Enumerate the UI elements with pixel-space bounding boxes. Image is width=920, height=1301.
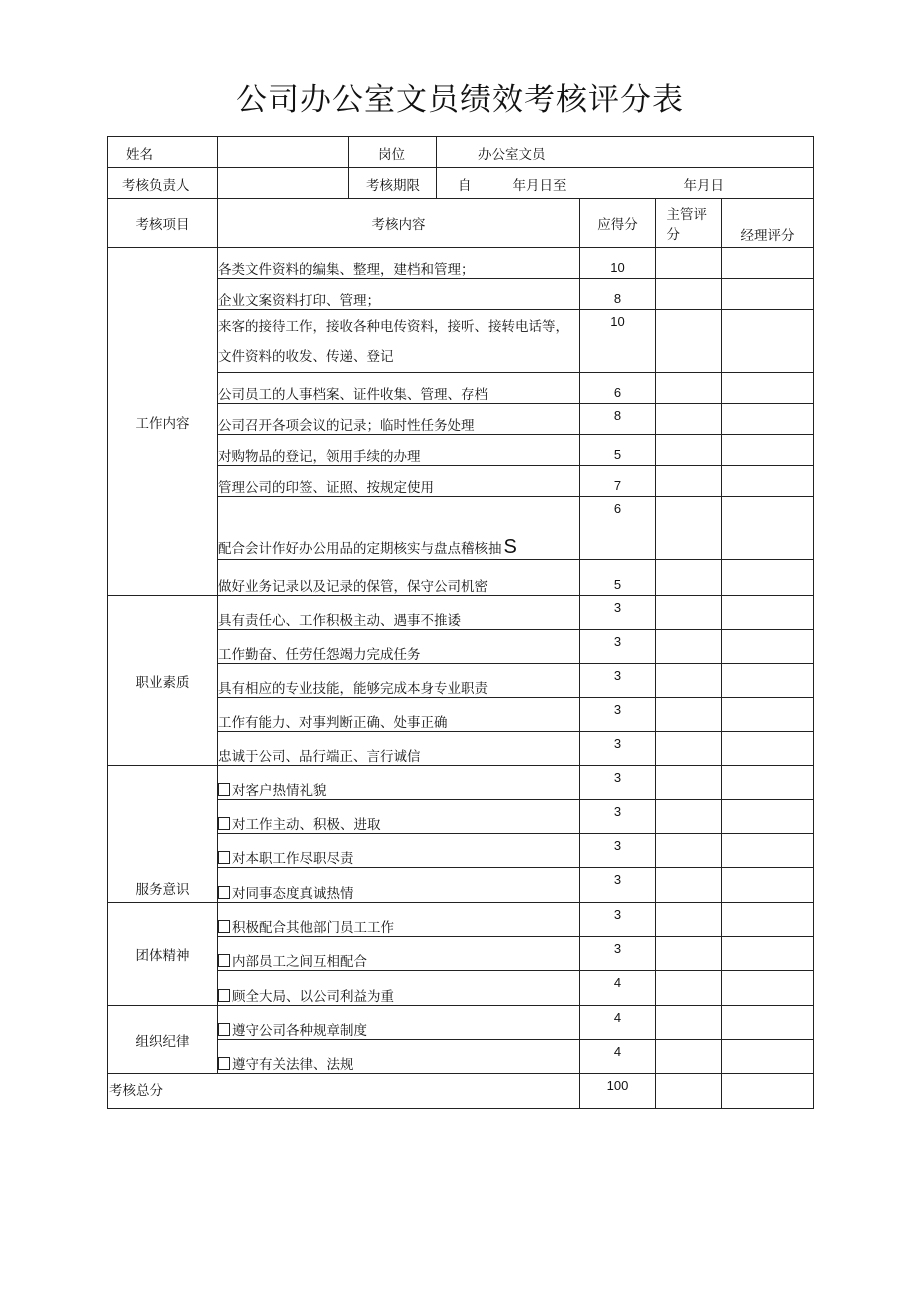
section-name: 职业素质	[108, 596, 218, 766]
manager-score-cell[interactable]	[722, 466, 814, 497]
section-name: 组织纪律	[108, 1006, 218, 1074]
manager-score-cell[interactable]	[722, 834, 814, 868]
table-row	[108, 766, 814, 800]
row-content	[218, 435, 580, 466]
manager-score-cell[interactable]	[722, 435, 814, 466]
supervisor-score-cell[interactable]	[656, 937, 722, 971]
row-content-text: 积极配合其他部门员工工作	[232, 920, 394, 936]
reviewer-field[interactable]	[218, 168, 349, 199]
checkbox-icon	[218, 817, 230, 830]
row-score: 3	[580, 903, 656, 937]
col-header-supervisor-text: 主管评分	[666, 207, 707, 243]
section-name: 服务意识	[108, 766, 218, 903]
row-content-suffix: S	[503, 536, 517, 558]
row-content	[218, 698, 580, 732]
row-content	[218, 466, 580, 497]
row-score: 4	[580, 1006, 656, 1040]
supervisor-score-cell[interactable]	[656, 279, 722, 310]
col-header-content: 考核内容	[218, 199, 580, 248]
period-from: 自	[458, 178, 472, 194]
row-score: 3	[580, 766, 656, 800]
supervisor-score-cell[interactable]	[656, 732, 722, 766]
supervisor-score-cell[interactable]	[656, 248, 722, 279]
row-score: 5	[580, 560, 656, 596]
manager-score-cell[interactable]	[722, 596, 814, 630]
supervisor-score-cell[interactable]	[656, 310, 722, 373]
supervisor-score-cell[interactable]	[656, 596, 722, 630]
supervisor-score-cell[interactable]	[656, 903, 722, 937]
manager-score-cell[interactable]	[722, 800, 814, 834]
row-content-text: 公司员工的人事档案、证件收集、管理、存档	[218, 387, 488, 403]
total-row	[108, 1074, 814, 1109]
supervisor-score-cell[interactable]	[656, 497, 722, 560]
supervisor-score-cell[interactable]	[656, 404, 722, 435]
supervisor-score-cell[interactable]	[656, 800, 722, 834]
row-content-text: 公司召开各项会议的记录；临时性任务处理	[218, 418, 475, 434]
row-content	[218, 596, 580, 630]
supervisor-score-cell[interactable]	[656, 1006, 722, 1040]
column-header-row	[108, 199, 814, 248]
col-header-manager: 经理评分	[722, 199, 814, 248]
checkbox-icon	[218, 954, 230, 967]
row-content	[218, 732, 580, 766]
supervisor-score-cell[interactable]	[656, 560, 722, 596]
manager-score-cell[interactable]	[722, 971, 814, 1006]
manager-score-cell[interactable]	[722, 732, 814, 766]
row-score: 8	[580, 279, 656, 310]
checkbox-icon	[218, 920, 230, 933]
manager-score-cell[interactable]	[722, 1006, 814, 1040]
manager-score-cell[interactable]	[722, 248, 814, 279]
name-label: 姓名	[108, 137, 218, 168]
section-name: 团体精神	[108, 903, 218, 1006]
row-content	[218, 800, 580, 834]
col-header-supervisor	[656, 199, 722, 248]
supervisor-score-cell[interactable]	[656, 630, 722, 664]
row-score: 10	[580, 248, 656, 279]
manager-score-cell[interactable]	[722, 1040, 814, 1074]
period-end: 年月日	[683, 178, 724, 194]
row-content-text: 具有相应的专业技能，能够完成本身专业职责	[218, 681, 488, 697]
row-content	[218, 971, 580, 1006]
row-content-text: 具有责任心、工作积极主动、遇事不推诿	[218, 613, 461, 629]
reviewer-label: 考核负责人	[108, 168, 218, 199]
col-header-item: 考核项目	[108, 199, 218, 248]
post-field[interactable]: 办公室文员	[437, 137, 814, 168]
row-content	[218, 248, 580, 279]
row-content	[218, 1006, 580, 1040]
table-row	[108, 903, 814, 937]
row-content-text: 配合会计作好办公用品的定期核实与盘点稽核抽	[218, 541, 502, 557]
row-score: 3	[580, 834, 656, 868]
row-content-text: 工作勤奋、任劳任怨竭力完成任务	[218, 647, 421, 663]
row-score: 3	[580, 596, 656, 630]
row-content	[218, 903, 580, 937]
row-score: 3	[580, 698, 656, 732]
row-content-text: 忠诚于公司、品行端正、言行诚信	[218, 749, 421, 765]
row-content	[218, 766, 580, 800]
manager-score-cell[interactable]	[722, 937, 814, 971]
supervisor-score-cell[interactable]	[656, 435, 722, 466]
supervisor-score-cell[interactable]	[656, 466, 722, 497]
supervisor-score-cell[interactable]	[656, 971, 722, 1006]
row-content-text: 内部员工之间互相配合	[232, 954, 367, 970]
manager-score-cell[interactable]	[722, 310, 814, 373]
checkbox-icon	[218, 1057, 230, 1070]
row-content-text: 做好业务记录以及记录的保管，保守公司机密	[218, 579, 488, 595]
row-content-text: 对客户热情礼貌	[232, 783, 327, 799]
row-score: 3	[580, 937, 656, 971]
row-score: 3	[580, 732, 656, 766]
table-row	[108, 248, 814, 279]
sections-body	[108, 248, 814, 1074]
row-content-text: 对购物品的登记，领用手续的办理	[218, 449, 421, 465]
row-content	[218, 664, 580, 698]
manager-score-cell[interactable]	[722, 497, 814, 560]
checkbox-icon	[218, 851, 230, 864]
row-content	[218, 560, 580, 596]
total-manager-score[interactable]	[722, 1074, 814, 1109]
manager-score-cell[interactable]	[722, 279, 814, 310]
row-score: 3	[580, 630, 656, 664]
supervisor-score-cell[interactable]	[656, 664, 722, 698]
period-field[interactable]	[437, 168, 814, 199]
row-score: 10	[580, 310, 656, 373]
row-content	[218, 404, 580, 435]
row-score: 3	[580, 664, 656, 698]
table-row	[108, 1006, 814, 1040]
checkbox-icon	[218, 886, 230, 899]
manager-score-cell[interactable]	[722, 664, 814, 698]
manager-score-cell[interactable]	[722, 373, 814, 404]
row-content	[218, 497, 580, 560]
row-score: 4	[580, 971, 656, 1006]
row-content-text: 对本职工作尽职尽责	[232, 851, 354, 867]
row-score: 4	[580, 1040, 656, 1074]
row-score: 6	[580, 497, 656, 560]
total-supervisor-score[interactable]	[656, 1074, 722, 1109]
table-row	[108, 596, 814, 630]
header-row-name	[108, 137, 814, 168]
supervisor-score-cell[interactable]	[656, 373, 722, 404]
row-score: 5	[580, 435, 656, 466]
section-name: 工作内容	[108, 248, 218, 596]
row-content	[218, 937, 580, 971]
col-header-score: 应得分	[580, 199, 656, 248]
period-label: 考核期限	[349, 168, 437, 199]
manager-score-cell[interactable]	[722, 868, 814, 903]
evaluation-table	[107, 136, 814, 1109]
post-label: 岗位	[349, 137, 437, 168]
row-content	[218, 834, 580, 868]
page-title: 公司办公室文员绩效考核评分表	[236, 82, 684, 118]
manager-score-cell[interactable]	[722, 903, 814, 937]
checkbox-icon	[218, 1023, 230, 1036]
manager-score-cell[interactable]	[722, 698, 814, 732]
manager-score-cell[interactable]	[722, 766, 814, 800]
row-score: 6	[580, 373, 656, 404]
row-content	[218, 630, 580, 664]
row-score: 8	[580, 404, 656, 435]
header-row-reviewer	[108, 168, 814, 199]
manager-score-cell[interactable]	[722, 630, 814, 664]
row-content-text: 工作有能力、对事判断正确、处事正确	[218, 715, 448, 731]
row-content-text: 遵守公司各种规章制度	[232, 1023, 367, 1039]
row-content	[218, 279, 580, 310]
name-field[interactable]	[218, 137, 349, 168]
row-content	[218, 1040, 580, 1074]
period-mid: 年月日至	[512, 178, 567, 194]
row-content-text: 各类文件资料的编集、整理，建档和管理；	[218, 262, 475, 278]
row-content-text: 对工作主动、积极、进取	[232, 817, 381, 833]
row-content	[218, 868, 580, 903]
row-content-text: 来客的接待工作，接收各种电传资料，接听、接转电话等，文件资料的收发、传递、登记	[218, 319, 569, 365]
checkbox-icon	[218, 783, 230, 796]
supervisor-score-cell[interactable]	[656, 868, 722, 903]
row-content	[218, 310, 580, 373]
row-content-text: 对同事态度真诚热情	[232, 886, 354, 902]
row-content-text: 管理公司的印签、证照、按规定使用	[218, 480, 434, 496]
supervisor-score-cell[interactable]	[656, 766, 722, 800]
manager-score-cell[interactable]	[722, 560, 814, 596]
row-score: 7	[580, 466, 656, 497]
total-score: 100	[580, 1074, 656, 1109]
supervisor-score-cell[interactable]	[656, 834, 722, 868]
row-score: 3	[580, 800, 656, 834]
total-label: 考核总分	[108, 1074, 580, 1109]
row-content-text: 顾全大局、以公司利益为重	[232, 989, 394, 1005]
row-content-text: 遵守有关法律、法规	[232, 1057, 354, 1073]
row-score: 3	[580, 868, 656, 903]
row-content	[218, 373, 580, 404]
row-content-text: 企业文案资料打印、管理；	[218, 293, 380, 309]
checkbox-icon	[218, 989, 230, 1002]
supervisor-score-cell[interactable]	[656, 698, 722, 732]
manager-score-cell[interactable]	[722, 404, 814, 435]
supervisor-score-cell[interactable]	[656, 1040, 722, 1074]
